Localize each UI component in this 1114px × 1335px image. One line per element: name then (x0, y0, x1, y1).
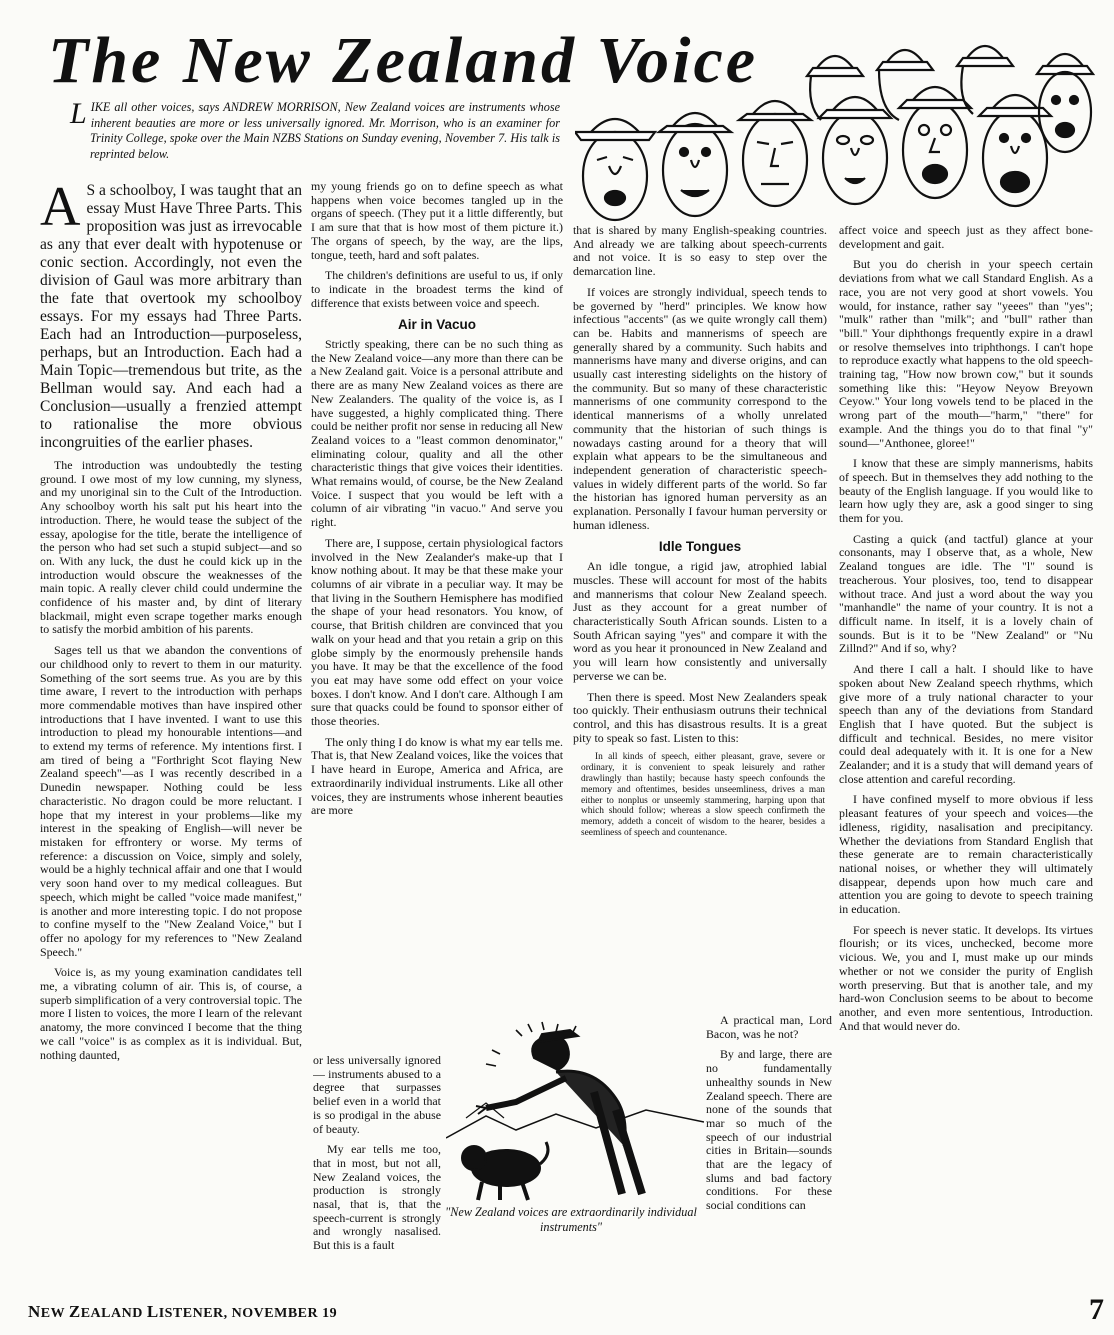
face-9 (957, 46, 1013, 114)
quotation: In all kinds of speech, either pleasant, grave, severe or ordinary, it is convenient to speak leisurely and rather drawlingly than hastily; because hasty speech confounds the memory and oftentimes, besides unseemliness, drives a man either to nonplus or unseemly stammering, harping upon that which should follow; whereas a slow speech confirmeth the memory, addeth a conceit of wisdom to the hearer, besides a seemliness of speech and countenance. (581, 752, 825, 838)
paragraph (40, 182, 302, 452)
column-1 (40, 182, 302, 1290)
column-4 (839, 224, 1093, 1296)
paragraph: Strictly speaking, there can be no such thing as the New Zealand voice—any more than there can be a New Zealand gait. Voice is a personal attribute and there are as many New Zealand voices as there are New Zealanders. The quality of the voice is, as I have suggested, a highly complicated thing. There could be neither profit nor sense in reducing all New Zealand voices to a "least common denominator," eliminating colour, quality and all the other characteristic things that give voices their identities. What remains would, of course, be the New Zealand Voice. I suspect that you would be left with a column of air vibrating "in vacuo." And serve you right. (311, 337, 563, 530)
paragraph: The only thing I do know is what my ear tells me. That is, that New Zealand voices, like the voices that I have heard in Europe, America and Africa, are extraordinarily individual instruments. Like all other voices, they are instruments whose inherent beauties are more (311, 734, 563, 818)
face-10 (1037, 54, 1093, 152)
paragraph: I know that these are simply mannerisms, habits of speech. But in themselves they add nothing to the beauty of the English language. If you would like to learn how ugly they are, ask a good singer to sing them for you. (839, 456, 1093, 526)
section-heading: Idle Tongues (658, 539, 742, 555)
face-5 (899, 87, 971, 198)
footer-date: NOVEMBER 19 (231, 1306, 338, 1321)
article-intro (70, 97, 560, 162)
face-1 (575, 119, 655, 220)
paragraph: Sages tell us that we abandon the conventions of our childhood only to revert to them in our maturity. Something of the sort seems true. As you are by this time aware, I revert to the introduction with perhaps more commendable motives than have inspired other introductions that I have invented. I want to use this introduction to plead my honourable intentions—and to extend my terms of reference. My intentions first. I am tired of being a "Forthright Scot flaying New Zealand speech"—as I was recently described in a Dunedin newspaper. Nothing could be less characteristic. No dragon could be more reluctant. I hope that my interest in your problems—like my interest in the speaking of English—will never be mistaken for effrontery or worse. My terms of reference: a discussion on Voice, simply and solely, would be a highly technical affair and one that I would very soon hand over to my medical colleagues. But speech, which might be called "voice made manifest," is another and more interesting topic. I do not propose to confine myself to the "New Zealand Voice," but I offer no apology for my references to "New Zealand Speech." (40, 643, 302, 959)
footer-letter: L (146, 1302, 159, 1321)
paragraph: that is shared by many English-speaking countries. And already we are talking about speech-currents and not voice. It is so easy to step over the demarcation line. (573, 224, 827, 279)
page-number: 7 (1089, 1293, 1104, 1326)
column-3-lower (706, 1014, 832, 1294)
intro-text: IKE all other voices, says ANDREW MORRISON, New Zealand voices are instruments whose inherent beauties are more or less universally ignored. Mr. Morrison, who is an examiner for Trinity College, spoke over the Main NZBS Stations on Sunday evening, November 7. His talk is reprinted below. (90, 100, 560, 161)
article-title: The New Zealand Voice (48, 24, 759, 97)
footer-text: ISTENER, (158, 1306, 232, 1321)
illustration-caption: "New Zealand voices are extraordinarily individual instruments" (445, 1205, 697, 1234)
paragraph-text: S a schoolboy, I was taught that an essay Must Have Three Parts. This proposition was just as irrevocable as any that ever dealt with hypotenuse or conic section. Accordingly, not even the division of Gaul was more arbitrary than the fate that overtook my schoolboy essays. For my essays had Three Parts. Each had an Introduction—purposeless, perhaps, but an Introduction. Each had a Main Topic—tremendous but trite, as the Bellman would say. And each had a Conclusion—usually a frenzied attempt to rationalise the more obvious incongruities of the earlier phases. (40, 182, 302, 451)
paragraph: And there I call a halt. I should like to have spoken about New Zealand speech rhythms, which give more of a truly national character to your speech than any of the deviations from Standard English that I have quoted. But the subject is difficult and technical. Besides, no mere visitor could deal adequately with it. It is one for a New Zealander; and it is a study that will demand years of close attention and careful recording. (839, 662, 1093, 786)
paragraph: my young friends go on to define speech as what happens when voice becomes tangled up in the organs of speech. (They put it a little differently, but I am sure that that is how most of them picture it.) The organs of speech, by the way, are the lips, tongue, teeth, hard and soft palates. (311, 180, 563, 262)
intro-dropcap: L (70, 97, 87, 130)
column-3 (573, 224, 827, 972)
paragraph: Then there is speed. Most New Zealanders speak too quickly. Their enthusiasm outruns their technical control, and this has disastrous results. It is a great pity to speak so fast. Listen to this: (573, 689, 827, 745)
face-2 (659, 113, 731, 216)
face-8 (877, 50, 933, 120)
paragraph: By and large, there are no fundamentally unhealthy sounds in New Zealand speech. There are none of the sounds that mar so much of the speech of our industrial cities in Britain—sounds that are the legacy of slums and bad factory conditions. For these social conditions can (706, 1047, 832, 1213)
paragraph: The introduction was undoubtedly the testing ground. I owe most of my low cunning, my slyness, and my unoriginal sin to the Cult of the Introduction. Any schoolboy worth his salt put his heart into the introduction. There, he would tease the subject of the essay, apologise for the title, berate the intelligence of the person who had set such a stupid subject—and so on. With any luck, the dust he could kick up in the introduction would obscure the weaknesses of the main topic. A really clever child could undermine the confidence of his master and, by dint of literary blackmail, might even scrape together marks enough to satisfy the morbid ambition of his parents. (40, 458, 302, 637)
paragraph: An idle tongue, a rigid jaw, atrophied labial muscles. These will account for most of the habits and mannerisms that colour New Zealand speech. Just as they account for a great number of characteristically South African sounds. Listen to a South African saying "yes" and compare it with the word as you hear it pronounced in New Zealand and you will learn how consistently and universally perverse we can be. (573, 559, 827, 683)
paragraph: If voices are strongly individual, speech tends to be governed by "herd" principles. We know how infectious "accents" (as we quite wrongly call them) can be. Habits and mannerisms of speech are generally shared by a community. Such habits and mannerisms have many and diverse origins, and can usually cast interesting sidelights on the history of the community. But so many of these characteristic mannerisms of one community correspond to the identical mannerisms of a wholly unrelated community that the historian of such things is nowadays casting around for a theory that will explain what appears to be the simultaneous and independent generation of characteristic speech-values in widely different parts of the world. So far the historian has ignored human perversity as an explanation. Personally I favour human perversity or human idleness. (573, 284, 827, 532)
paragraph: affect voice and speech just as they affect bone-development and gait. (839, 224, 1093, 251)
footer-text: EW (40, 1306, 69, 1321)
footer-letter: N (28, 1302, 41, 1321)
section-heading: Air in Vacuo (397, 317, 477, 333)
column-2 (311, 180, 563, 1060)
page-footer (28, 1302, 337, 1322)
paragraph: The children's definitions are useful to us, if only to indicate in the broadest terms the kind of difference that exists between voice and speech. (311, 268, 563, 310)
paragraph: or less universally ignored — instruments abused to a degree that surpasses belief even in a world that is so prodigal in the abuse of beauty. (313, 1054, 441, 1136)
column-2-lower (313, 1054, 441, 1294)
paragraph: There are, I suppose, certain physiological factors involved in the New Zealander's make-up that I know nothing about. It may be that these make your columns of air vibrate in a peculiar way. It may be that living in the Southern Hemisphere has modified the shape of your head resonators. You know, of course, that British children are convinced that you walk on your head and that you retain a grip on this globe simply by the enormously prehensile hands you have. It may be that the excellence of the food you eat may have some odd effect on your voice boxes. I don't know. And I don't care. Although I am sure that quacks could be found to sponsor either of those theories. (311, 535, 563, 729)
dropcap: A (40, 182, 81, 238)
footer-letter: Z (68, 1302, 81, 1321)
paragraph: I have confined myself to more obvious if less pleasant features of your speech and voices—the idleness, rigidity, nasalisation and precipitancy. Whether the deviations from Standard English that these generate are to remain characteristically national noises, or whether they will ultimately disappear, depends upon how much care and attention you are going to devote to speech training in education. (839, 792, 1093, 917)
paragraph: My ear tells me too, that in most, but not all, New Zealand voices, the production is strongly nasal, that is, that the speech-current is strongly and wrongly nasalised. But this is a fault (313, 1142, 441, 1253)
footer-text: EALAND (80, 1306, 147, 1321)
face-4 (819, 97, 891, 204)
paragraph: For speech is never static. It develops. Its virtues flourish; or its vices, unchecked, become more vicious. We, you and I, must make up our minds whether or not we consider the purity of English worth preserving. But that is another tale, and my hard-won Conclusion seems to be about to become another, and even more sententious, Introduction. And that would never do. (839, 922, 1093, 1033)
face-3 (739, 101, 811, 206)
man-and-dog-illustration (446, 1018, 704, 1203)
paragraph: Casting a quick (and tactful) glance at your consonants, may I observe that, as a whole, New Zealand tongues are idle. The "l" sound is treacherous. Your plosives, too, tend to disappear without trace. And just a word about the way you "manhandle" the name of your country. It is not a difficult name. In itself, it is a lovely chain of sounds. But is it to be "New Zealand" or "Nu Zillnd?" And if so, why? (839, 531, 1093, 656)
paragraph: A practical man, Lord Bacon, was he not? (706, 1014, 832, 1041)
heads-illustration (575, 36, 1105, 241)
paragraph: Voice is, as my young examination candidates tell me, a vibrating column of air. This is, of course, a superb simplification of a very controversial topic. The more I listen to voices, the more I learn of the relevant anatomy, the more convinced I become that the thing we call "voice" is as complex as it is individual. But, nothing daunted, (40, 965, 302, 1062)
paragraph: But you do cherish in your speech certain deviations from what we call Standard English. As a race, you are not very good at short vowels. You would, for instance, rather say "yeees" than "yes"; "mulk" rather than "milk"; and "bull" rather than "bill." Your diphthongs frequently expire in a drawl or resolve themselves into triphthongs. I can't hope to reproduce exactly what happens to the old speech-training tag, "How now brown cow," but it sounds something like this: "Heyow Neyow Breyown Ceyow." Your long vowels tend to be placed in the wrong part of the mouth—"harm," "there" for example. And the things you do to that final "y" sound—"Anthonee, gloree!" (839, 257, 1093, 450)
face-6 (979, 95, 1051, 206)
